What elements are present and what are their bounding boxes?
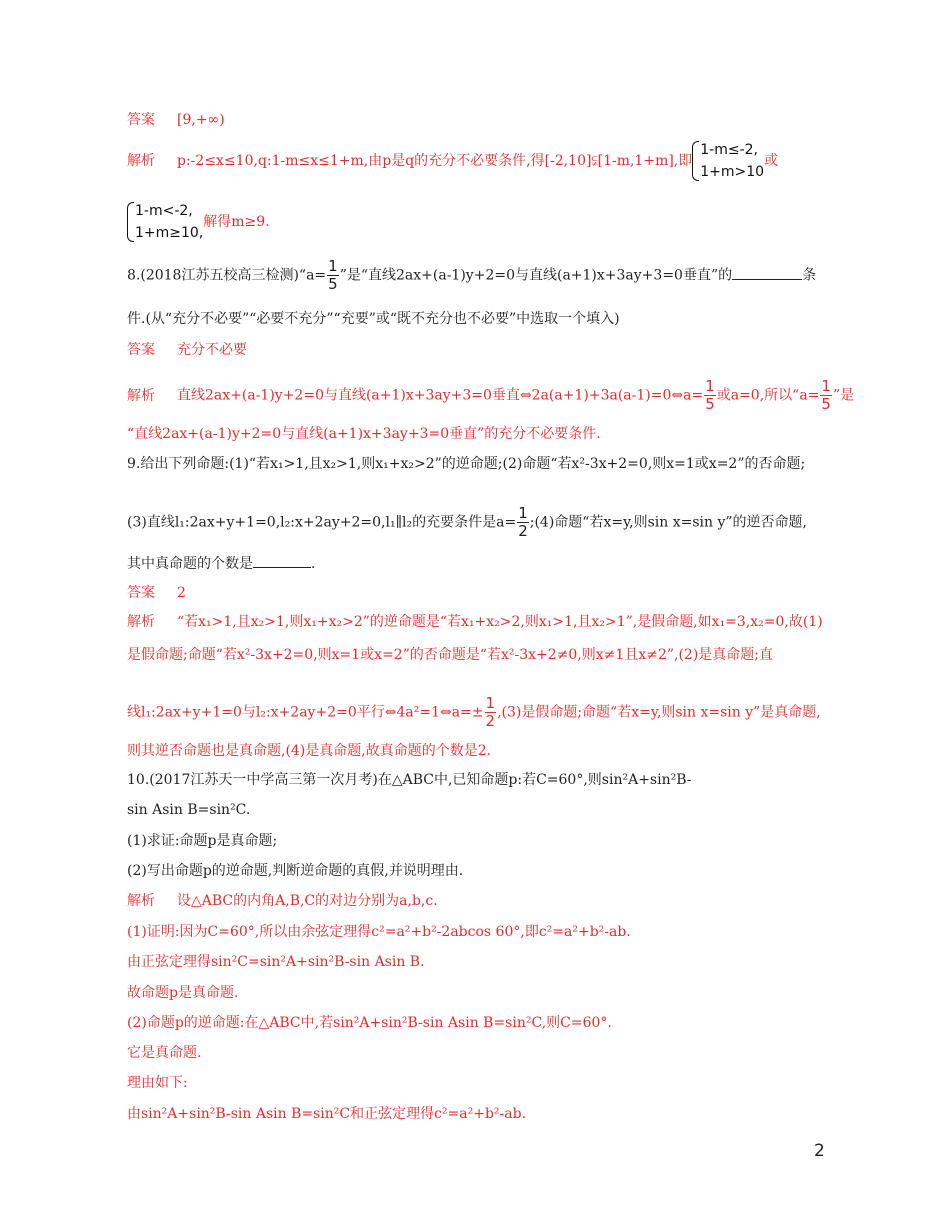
analysis-label: 解析: [127, 614, 155, 630]
q7-system-2-row-1: 1-m<-2,: [135, 203, 193, 219]
q7-analysis-result: 解得m≥9.: [203, 214, 270, 230]
q9-frac-den: 2: [518, 522, 528, 540]
q8-analysis-part-2: 或a=0,所以“a=: [716, 387, 820, 404]
page-number: 2: [814, 1141, 825, 1161]
q8-tail: 条: [802, 267, 817, 284]
q10-analysis-line-1: [127, 891, 438, 911]
q9-stem-line-3: [127, 553, 315, 574]
q7-system-1: [692, 139, 764, 183]
q9-answer: 2: [177, 585, 186, 601]
frac-den: 5: [705, 395, 715, 413]
frac-num: 1: [821, 377, 831, 395]
q9-analysis-fraction: [485, 695, 497, 730]
q8-analysis-part-3: ”是: [832, 387, 855, 404]
q9-frac-num: 1: [518, 504, 528, 522]
q9-stem-part-1: (3)直线l₁:2ax+y+1=0,l₂:x+2ay+2=0,l₁∥l₂的充要条件是a=: [127, 514, 517, 531]
q10-analysis-line-7: 理由如下:: [127, 1075, 188, 1091]
q10-stem-line-2: sin Asin B=sin²C.: [127, 802, 251, 818]
q9-stem-part-3: 其中真命题的个数是: [127, 556, 253, 572]
q10-analysis-line-5: (2)命题p的逆命题:在△ABC中,若sin²A+sin²B-sin Asin B=sin²C,则C=60°.: [127, 1015, 612, 1031]
q7-system-1-row-1: 1-m≤-2,: [700, 142, 759, 158]
analysis-label: 解析: [127, 153, 155, 169]
q8-analysis-fraction-1: [704, 378, 716, 413]
analysis-label: 解析: [127, 387, 155, 404]
q10-analysis-line-2: (1)证明:因为C=60°,所以由余弦定理得c²=a²+b²-2abcos 60°,即c²=a²+b²-ab.: [127, 924, 631, 940]
q8-frac-den: 5: [328, 275, 338, 293]
q9-analysis-part-3a: 线l₁:2ax+y+1=0与l₂:x+2ay+2=0平行⇔4a²=1⇔a=±: [127, 704, 484, 721]
q8-stem-line-1: [127, 258, 816, 293]
q7-answer-line: [127, 110, 225, 130]
q9-analysis-part-3b: ,(3)是假命题;命题“若x=y,则sin x=sin y”是真命题,: [497, 704, 821, 721]
q9-analysis-line-1: [127, 612, 823, 632]
q10-analysis-line-6: 它是真命题.: [127, 1045, 202, 1061]
answer-label: 答案: [127, 342, 155, 358]
q8-frac-num: 1: [328, 257, 338, 275]
q7-analysis-line-2: [127, 200, 270, 244]
q9-blank: [253, 553, 311, 568]
q9-stem-line-2: [127, 505, 807, 540]
q7-system-1-row-2: 1+m>10: [700, 164, 765, 180]
q8-blank: [732, 265, 802, 280]
q7-answer: [9,+∞): [177, 112, 225, 128]
q10-stem-line-4: (2)写出命题p的逆命题,判断逆命题的真假,并说明理由.: [127, 863, 464, 879]
q9-analysis-line-2: 是假命题;命题“若x²-3x+2=0,则x=1或x=2”的否命题是“若x²-3x+2≠0,则x≠1且x≠2”,(2)是真命题;直: [127, 647, 774, 663]
q8-fraction: [327, 258, 339, 293]
q9-analysis-part-1: “若x₁>1,且x₂>1,则x₁+x₂>2”的逆命题是“若x₁+x₂>2,则x₁>1,且x₂>1”,是假命题,如x₁=3,x₂=0,故(1): [177, 614, 823, 630]
q8-analysis-line-1: [127, 378, 854, 413]
q8-stem-line-2: 件.(从“充分不必要”“必要不充分”“充要”或“既不充分也不必要”中选取一个填入): [127, 311, 620, 327]
q9-stem-line-1: 9.给出下列命题:(1)“若x₁>1,且x₂>1,则x₁+x₂>2”的逆命题;(2)命题“若x²-3x+2=0,则x=1或x=2”的否命题;: [127, 456, 806, 472]
q9-analysis-line-4: 则其逆否命题也是真命题,(4)是真命题,故真命题的个数是2.: [127, 743, 492, 759]
frac-den: 5: [821, 395, 831, 413]
q8-analysis-line-2: “直线2ax+(a-1)y+2=0与直线(a+1)x+3ay+3=0垂直”的充分不必要条件.: [127, 426, 601, 442]
frac-num: 1: [485, 694, 496, 712]
q9-answer-line: [127, 583, 186, 603]
q10-analysis-part-1: 设△ABC的内角A,B,C的对边分别为a,b,c.: [177, 893, 438, 909]
q7-system-2: [127, 200, 203, 244]
answer-label: 答案: [127, 585, 155, 601]
q10-stem-line-3: (1)求证:命题p是真命题;: [127, 833, 278, 849]
q8-analysis-part-1: 直线2ax+(a-1)y+2=0与直线(a+1)x+3ay+3=0垂直⇔2a(a+1)+3a(a-1)=0⇔a=: [177, 387, 704, 404]
q7-or: 或: [764, 153, 779, 169]
q10-stem-line-1: 10.(2017江苏天一中学高三第一次月考)在△ABC中,已知命题p:若C=60°,则sin²A+sin²B-: [127, 772, 692, 788]
q8-prefix: 8.(2018江苏五校高三检测)“a=: [127, 267, 327, 284]
q7-system-2-row-2: 1+m≥10,: [135, 225, 204, 241]
q7-analysis-line-1: [127, 139, 778, 183]
q9-analysis-line-3: [127, 695, 821, 730]
q8-answer-line: [127, 340, 247, 360]
q8-analysis-fraction-2: [820, 378, 832, 413]
frac-den: 2: [485, 712, 496, 730]
q10-analysis-line-3: 由正弦定理得sin²C=sin²A+sin²B-sin Asin B.: [127, 954, 425, 970]
q9-stem-end: .: [311, 556, 316, 572]
q9-stem-part-2: ;(4)命题“若x=y,则sin x=sin y”的逆否命题,: [529, 514, 807, 531]
frac-num: 1: [705, 377, 715, 395]
q10-analysis-line-8: 由sin²A+sin²B-sin Asin B=sin²C和正弦定理得c²=a²+b²-ab.: [127, 1106, 527, 1122]
analysis-label: 解析: [127, 893, 155, 909]
q8-suffix: ”是“直线2ax+(a-1)y+2=0与直线(a+1)x+3ay+3=0垂直”的: [339, 267, 733, 284]
q9-fraction: [517, 505, 529, 540]
q10-analysis-line-4: 故命题p是真命题.: [127, 985, 239, 1001]
answer-label: 答案: [127, 112, 155, 128]
q7-analysis-text: p:-2≤x≤10,q:1-m≤x≤1+m,由p是q的充分不必要条件,得[-2,10]⫋[1-m,1+m],即: [177, 153, 693, 169]
q8-answer: 充分不必要: [177, 342, 247, 358]
